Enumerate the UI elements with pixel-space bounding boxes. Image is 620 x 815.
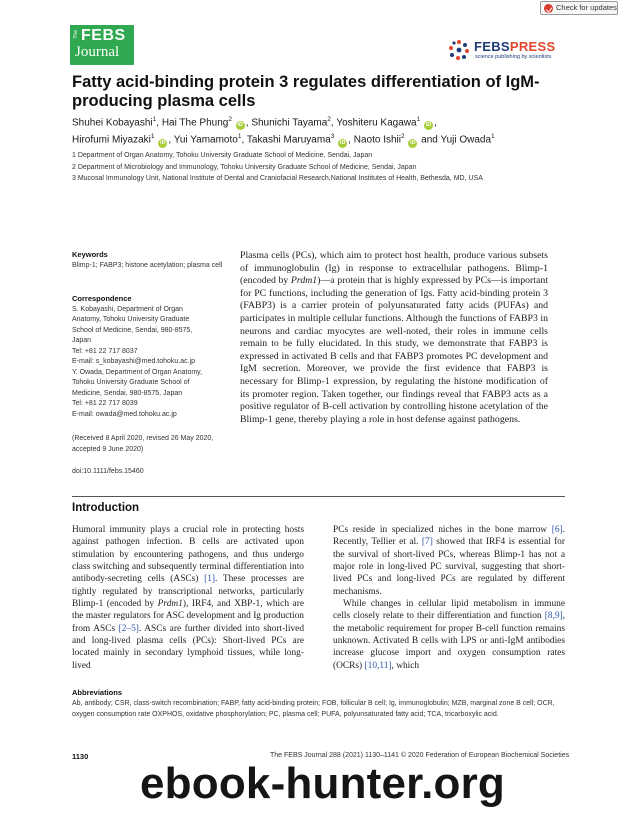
author-name: Naoto Ishii [353, 134, 401, 146]
author-affiliation-mark: 1 [416, 116, 421, 123]
author-affiliation-mark: 1 [152, 116, 157, 123]
check-for-updates-label: Check for updates [556, 3, 617, 12]
author-name: Hai The Phung [161, 117, 229, 129]
page-number: 1130 [72, 752, 89, 761]
body-paragraph [333, 524, 565, 598]
text-run: While changes in cellular lipid metabolism in immune cells closely relate to their differentiation and function [333, 599, 565, 622]
correspondence-line: Medicine, Sendai, 980-8575, Japan [72, 389, 183, 397]
text-run: Humoral immunity plays a crucial role in protecting hosts against pathogen infection. B cells are activated upon stimulation by encountering pathogens, and thus undergo class switching and subsequently terminal differentiation into antibody-secreting cells (ASCs) [72, 525, 304, 585]
author-name: Yoshiteru Kagawa [336, 117, 417, 129]
author-affiliation-mark: 2 [228, 116, 232, 123]
keywords-heading: Keywords [72, 250, 108, 259]
journal-logo-journal: Journal [75, 44, 120, 60]
correspondence-line: Anatomy, Tohoku University Graduate [72, 316, 190, 323]
received-dates: (Received 8 April 2020, revised 26 May 2020, accepted 9 June 2020) [72, 435, 214, 453]
author-name: Shuhei Kobayashi [72, 117, 153, 129]
author-affiliation-mark: 2 [327, 116, 331, 123]
affiliation-item: 3 Mucosal Immunology Unit, National Institute of Dental and Craniofacial Research,National Institutes of Health, Bethesda, MD, USA [72, 175, 483, 182]
introduction-heading: Introduction [72, 502, 140, 514]
check-for-updates-button[interactable] [540, 1, 618, 15]
body-paragraph [72, 524, 304, 672]
author-affiliation-mark: 1 [491, 133, 495, 141]
keywords-block [72, 250, 234, 271]
text-run: , which [391, 660, 420, 671]
author-name: Yui Yamamoto [173, 134, 238, 146]
febs-press-dots-icon [448, 39, 470, 61]
text-run: . ASCs are further divided into short-lived and long-lived plasma cells (PCs): Short-lived PCs are located mainly in secondary lymphoid tissues, while long-lived [72, 623, 305, 671]
febs-journal-logo [70, 25, 134, 65]
orcid-icon[interactable]: iD [410, 139, 416, 146]
text-run: Plasma cells (PCs), which aim to protect host health, produce various subsets of immunoglobulin (Ig) in response to extracellular pathogens. Blimp-1 (encoded by [240, 250, 548, 287]
author-name: Takashi Maruyama [246, 134, 331, 146]
author-name: Hirofumi Miyazaki [72, 134, 151, 146]
press-logo-wordmark: FEBSPRESS [474, 39, 556, 54]
citation-link[interactable]: [1] [204, 574, 216, 585]
correspondence-line: Japan [72, 337, 92, 344]
correspondence-heading: Correspondence [72, 294, 132, 303]
correspondence-line: Tel: +81 22 717 8037 [72, 347, 138, 355]
correspondence-block [72, 294, 234, 420]
author-name: Shunichi Tayama [251, 117, 328, 129]
watermark-text: ebook-hunter.org [140, 759, 505, 808]
text-run: PCs reside in specialized niches in the bone marrow [333, 525, 552, 535]
correspondence-line: School of Medicine, Sendai, 980-8575, [72, 326, 193, 334]
affiliation-list [72, 150, 572, 185]
body-column-right [333, 524, 565, 672]
affiliation-item: 1 Department of Organ Anatomy, Tohoku University Graduate School of Medicine, Sendai, Japan [72, 152, 373, 159]
author-list: Shuhei Kobayashi$^1$, Hai The Phung$^2$ iD , Shunichi Tayama$^2$, Yoshiteru Kagawa$^1$ iD , Hirofumi Miyazaki$^1$ iD , Yui Yamamoto$^1$, Takashi Maruyama$^3$ iD , Naoto Ishii$^2$ iD and Yuji Owada$^1$ [72, 116, 495, 146]
citation-link[interactable]: [6] [551, 525, 563, 535]
author-affiliation-mark: 1 [150, 133, 155, 141]
abbreviations-heading: Abbreviations [72, 688, 123, 697]
citation-link[interactable]: [7] [421, 537, 433, 548]
affiliation-item: 2 Department of Microbiology and Immunology, Tohoku University Graduate School of Medicine, Sendai, Japan [72, 163, 417, 171]
correspondence-line: Y. Owada, Department of Organ Anatomy, [72, 368, 203, 376]
correspondence-email-link[interactable]: E-mail: s_kobayashi@med.tohoku.ac.jp [72, 358, 196, 365]
correspondence-line: Tel: +81 22 717 8039 [72, 400, 138, 407]
abstract-text [240, 250, 548, 426]
article-title: Fatty acid-binding protein 3 regulates differentiation of IgM-producing plasma cells [72, 73, 540, 110]
italic-term: Prdm1 [290, 275, 318, 287]
correspondence-line: S. Kobayashi, Department of Organ [72, 305, 183, 313]
body-paragraph [333, 598, 565, 672]
text-run: . Recently, Tellier et al. [333, 525, 565, 548]
correspondence-email-link[interactable]: E-mail: owada@med.tohoku.ac.jp [72, 410, 177, 418]
orcid-icon[interactable]: iD [339, 139, 346, 146]
doi-link[interactable]: doi:10.1111/febs.15460 [72, 468, 144, 475]
abbreviations-text: Ab, antibody; CSR, class-switch recombination; FABP, fatty acid-binding protein; FOB, follicular B cell; Ig, immunoglobulin; MZB, marginal zone B cell; OCR, oxygen consumption rate OXPHOS, oxidative phosphorylation; PC, plasma cell; PUFA, polyunsaturated fatty acid; TCA, tricarboxylic acid. [72, 700, 555, 718]
orcid-icon[interactable]: iD [237, 122, 243, 129]
text-run: showed that IRF4 is essential for the survival of short-lived PCs, whereas Blimp-1 has not a major role in long-lived PC survival, suggesting that short-lived PCs and long-lived PCs are regulated by different mechanisms. [333, 537, 565, 597]
check-updates-icon [544, 4, 553, 13]
author-affiliation-mark: 1 [237, 133, 242, 141]
citation-link[interactable]: [10,11] [364, 660, 392, 671]
body-column-left [72, 524, 304, 672]
running-footer: The FEBS Journal 288 (2021) 1130–1141 © 2020 Federation of European Biochemical Societies [270, 752, 570, 759]
citation-link[interactable]: [2–5] [118, 623, 139, 634]
journal-logo-the: The [73, 30, 79, 39]
orcid-icon[interactable]: iD [425, 122, 432, 129]
author-affiliation-mark: 2 [400, 133, 405, 141]
text-run: , the metabolic requirement for proper B-cell function remains unknown. Activated B cells with LPS or anti-IgM antibodies increase glucose import and oxygen consumption rates (OCRs) [333, 611, 565, 671]
press-logo-tagline: science publishing by scientists [475, 54, 552, 60]
febs-press-logo [448, 37, 558, 63]
correspondence-line: Tohoku University Graduate School of [72, 379, 190, 386]
section-divider [72, 496, 565, 497]
journal-logo-febs: FEBS [81, 27, 126, 44]
text-run: . These processes are tightly regulated by transcriptional networks, particularly Blimp-1 (encoded by [72, 574, 304, 610]
text-run: )—a protein that is highly expressed by PCs—is important for PC functions, including the generation of Igs. Fatty acid-binding protein 3 (FABP3) is a carrier protein of polyunsaturated fatty acids (PUFAs) and participates in multiple cellular functions. Although the functions of FABP3 in neurons and cardiac myocytes are well-noted, their roles in immune cells remain to be fully elucidated. In this study, we demonstrate that FABP3 is expressed in activated B cells and that FABP3 promotes PC development and IgM secretion. Moreover, we provide the first evidence that FABP3 is necessary for Blimp-1 expression, by regulating the histone modification of its promoter region. Taken together, our findings reveal that FABP3 acts as a positive regulator of B-cell activation by controlling histone acetylation of the Blimp-1 gene, thereby playing a role in host defense against pathogens. [240, 275, 548, 425]
author-affiliation-mark: 3 [330, 133, 335, 141]
italic-term: Prdm1 [157, 599, 183, 610]
orcid-icon[interactable]: iD [160, 139, 166, 146]
keywords-text: Blimp-1; FABP3; histone acetylation; plasma cell [72, 261, 223, 269]
citation-link[interactable]: [8,9] [544, 611, 563, 622]
author-name: Yuji Owada [440, 134, 492, 146]
text-run: ), IRF4, and XBP-1, which are the master regulators for ASC development and Ig production from ASCs [72, 599, 305, 634]
